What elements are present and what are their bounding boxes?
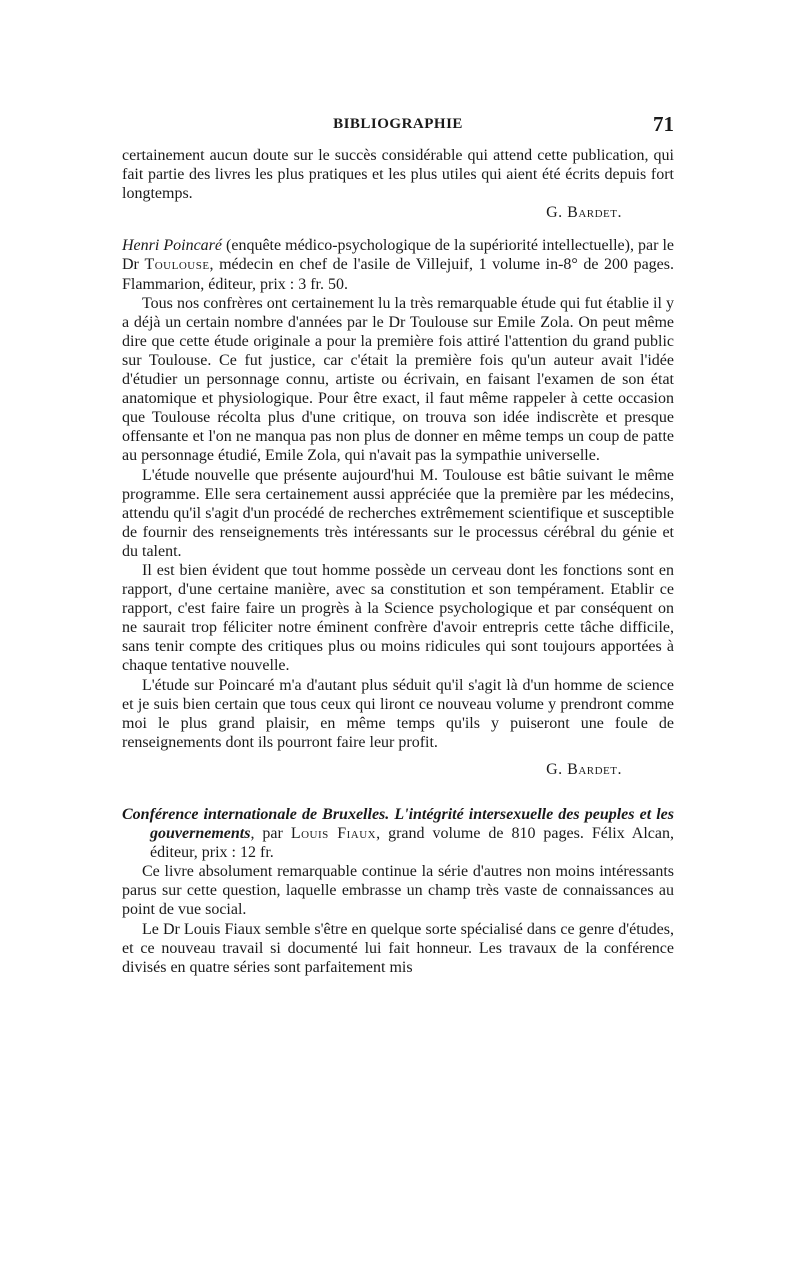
book-title: Henri Poincaré — [122, 237, 222, 255]
review-paragraph: Ce livre absolument remarquable continue la série d'autres non moins intéressants parus sur cette question, laquelle embrasse un champ très vaste de connaissances au point de vue social. — [122, 863, 674, 919]
review-heading — [122, 236, 674, 293]
heading-text: (enquête médico-psychologique de la supériorité intellectuelle), par le Dr — [122, 237, 674, 274]
review-paragraph: L'étude sur Poincaré m'a d'autant plus séduit qu'il s'agit là d'un homme de science et je suis bien certain que tous ceux qui liront ce nouveau volume y prendront comme moi le plus grand plaisir, en même temps qu'ils y puiseront une foule de renseignements dont ils pourront faire leur profit. — [122, 676, 674, 751]
running-title: BIBLIOGRAPHIE — [333, 116, 463, 132]
heading-text: , grand volume de 810 pages. Félix Alcan, éditeur, prix : 12 fr. — [150, 825, 674, 862]
review-paragraph: Le Dr Louis Fiaux semble s'être en quelque sorte spécialisé dans ce genre d'études, et ce nouveau travail si documenté lui fait honneur. Les travaux de la conférence divisés en quatre séries sont parfaitement mis — [122, 920, 674, 976]
review-heading — [122, 805, 674, 862]
author-name: Toulouse — [144, 256, 210, 274]
running-head — [122, 112, 674, 138]
review-paragraph: Tous nos confrères ont certainement lu la très remarquable étude qui fut établie il y a déjà un certain nombre d'années par le Dr Toulouse sur Emile Zola. On peut même dire que cette étude originale a pour la première fois attiré l'attention du grand public sur Toulouse. Ce fut justice, car c'était la première fois qu'un auteur avait l'idée d'étudier un personnage connu, artiste ou écrivain, en faisant l'examen de son état anatomique et physiologique. Pour être exact, il faut même rappeler à cette occasion que Toulouse récolta plus d'une critique, on trouva son idée indiscrète et presque offensante et l'on ne manqua pas non plus de donner en même temps un coup de patte au personnage étudié, Emile Zola, qui n'avait pas la sympathie universelle. — [122, 294, 674, 465]
reviewer-signature — [122, 203, 674, 222]
heading-text: , par — [250, 825, 291, 843]
page-number: 71 — [653, 112, 674, 136]
page-body — [122, 146, 674, 977]
author-name: Louis Fiaux — [290, 825, 377, 843]
heading-text: , médecin en chef de l'asile de Villejuif, 1 volume in-8° de 200 pages. Flammarion, éditeur, prix : 3 fr. 50. — [122, 256, 674, 293]
reviewer-signature — [122, 760, 674, 779]
review-paragraph: Il est bien évident que tout homme possède un cerveau dont les fonctions sont en rapport, d'une certaine manière, avec sa constitution et son tempérament. Etablir ce rapport, c'est faire faire un progrès à la Science psychologique et par conséquent on ne saurait trop féliciter notre éminent confrère d'avoir entrepris cette tâche difficile, sans tenir compte des critiques plus ou moins ridicules qui sont toujours apportées à chaque tentative nouvelle. — [122, 561, 674, 675]
signature-text: G. Bardet. — [546, 204, 622, 222]
signature-text: G. Bardet. — [546, 760, 622, 778]
review-paragraph: L'étude nouvelle que présente aujourd'hui M. Toulouse est bâtie suivant le même programme. Elle sera certainement aussi appréciée que la première par les médecins, attendu qu'il s'agit d'un procédé de recherches extrêmement scientifique et susceptible de fournir des renseignements très intéressants sur le processus cérébral du génie et du talent. — [122, 466, 674, 560]
review-continuation: certainement aucun doute sur le succès considérable qui attend cette publication, qui fait partie des livres les plus pratiques et les plus utiles qui aient été écrits depuis fort longtemps. — [122, 147, 674, 203]
book-title: Conférence internationale de Bruxelles. L'intégrité intersexuelle des peuples et les gouvernements — [122, 806, 674, 843]
